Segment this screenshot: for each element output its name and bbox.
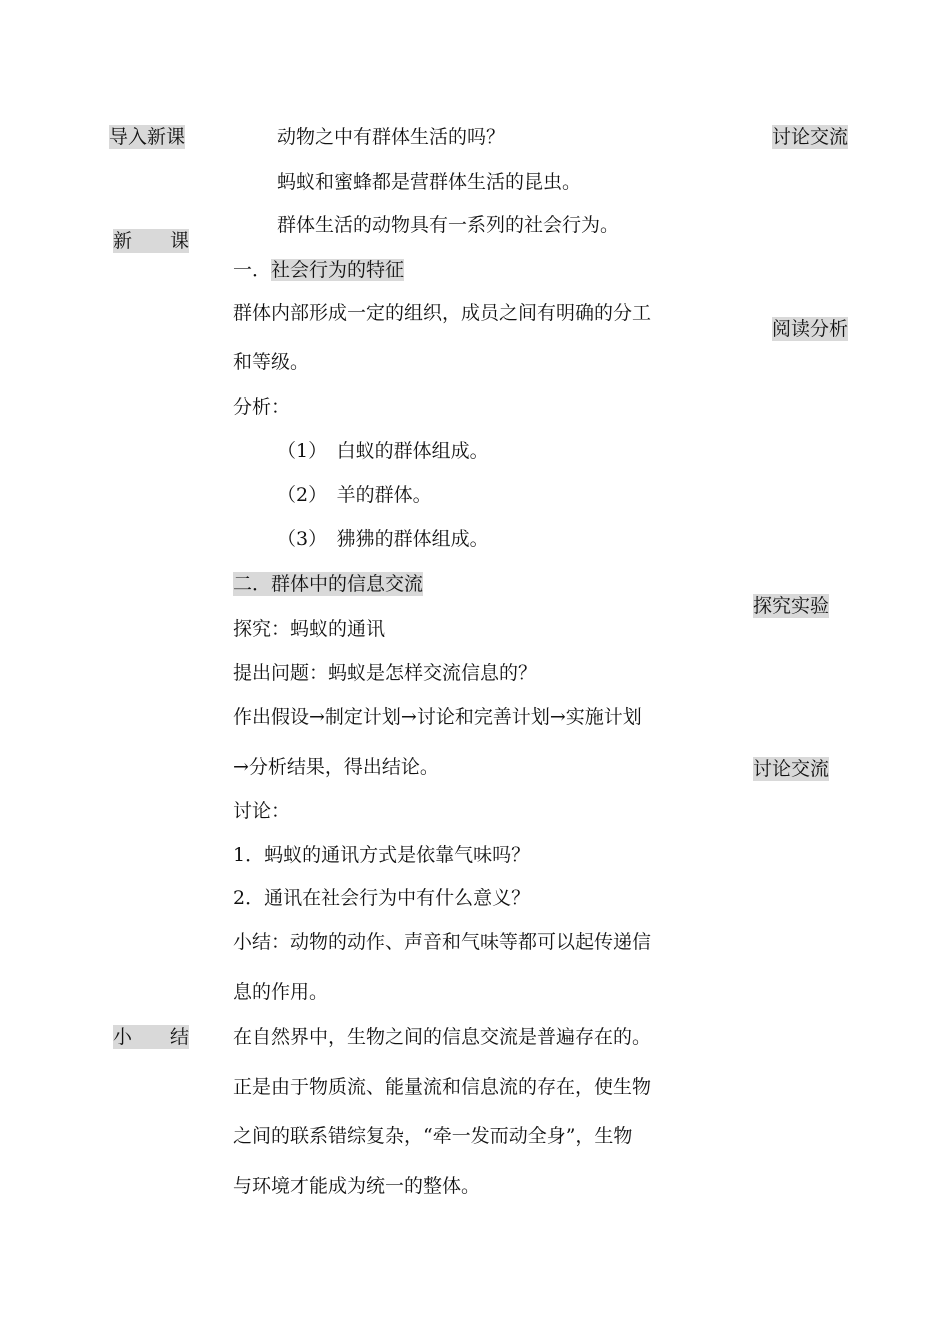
section2-heading: 二．群体中的信息交流 [233,573,424,595]
section2-line: 讨论： [233,800,291,822]
section1-heading [233,258,404,282]
section1-body-line: 和等级。 [233,351,310,373]
label-summary: 小 结 [113,1026,190,1048]
summary-line: 与环境才能成为统一的整体。 [233,1175,481,1197]
analysis-item: （1） 白蚁的群体组成。 [277,440,489,462]
section2-line: 2．通讯在社会行为中有什么意义？ [233,887,531,909]
summary-line: 正是由于物质流、能量流和信息流的存在，使生物 [233,1076,652,1098]
analysis-label: 分析： [233,396,291,418]
intro-line: 蚂蚁和蜜蜂都是营群体生活的昆虫。 [277,171,582,193]
section2-line: 提出问题：蚂蚁是怎样交流信息的？ [233,662,538,684]
intro-line: 动物之中有群体生活的吗？ [277,126,506,148]
section2-line: 小结：动物的动作、声音和气味等都可以起传递信 [233,931,652,953]
section2-line: 作出假设→制定计划→讨论和完善计划→实施计划 [233,706,642,728]
analysis-item: （2） 羊的群体。 [277,484,432,506]
section1-number: 一． [233,259,272,281]
summary-line: 在自然界中，生物之间的信息交流是普遍存在的。 [233,1026,652,1048]
label-discuss-2: 讨论交流 [753,758,830,780]
intro-line: 群体生活的动物具有一系列的社会行为。 [277,214,620,236]
label-intro: 导入新课 [109,126,186,148]
summary-line: 之间的联系错综复杂，“牵一发而动全身”，生物 [233,1125,633,1147]
section1-title: 社会行为的特征 [271,259,405,281]
section2-line: 息的作用。 [233,981,329,1003]
label-discuss-1: 讨论交流 [772,126,849,148]
label-explore: 探究实验 [753,595,830,617]
section2-line: 探究：蚂蚁的通讯 [233,618,386,640]
section1-body-line: 群体内部形成一定的组织，成员之间有明确的分工 [233,302,652,324]
analysis-item: （3） 狒狒的群体组成。 [277,528,489,550]
label-read-analyze: 阅读分析 [772,318,849,340]
section2-line: 1．蚂蚁的通讯方式是依靠气味吗？ [233,844,531,866]
label-new-lesson: 新 课 [113,230,190,252]
section2-line: →分析结果，得出结论。 [233,756,439,778]
